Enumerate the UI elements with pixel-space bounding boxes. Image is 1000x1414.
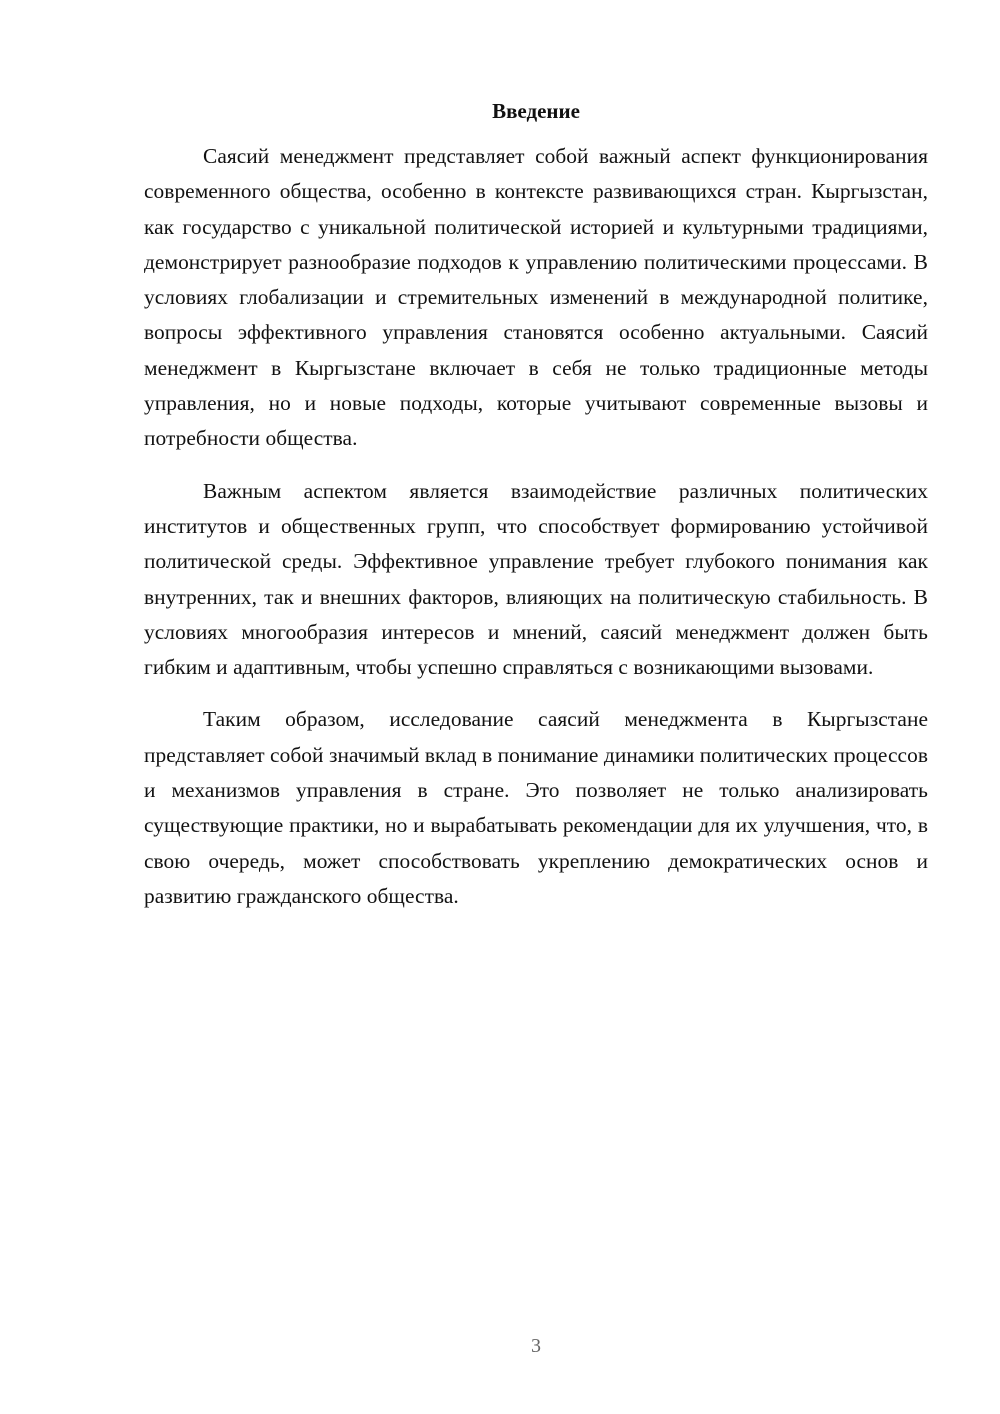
section-heading: Введение	[492, 99, 580, 123]
page-content	[144, 97, 928, 931]
paragraph-2: Важным аспектом является взаимодействие различных политических институтов и общественных групп, что способствует формированию устойчивой политической среды. Эффективное управление требует глубокого понимания как внутренних, так и внешних факторов, влияющих на политическую стабильность. В условиях многообразия интересов и мнений, саясий менеджмент должен быть гибким и адаптивным, чтобы успешно справляться с возникающими вызовами.	[144, 478, 928, 680]
paragraph-1: Саясий менеджмент представляет собой важный аспект функционирования современного общества, особенно в контексте развивающихся стран. Кыргызстан, как государство с уникальной политической историей и культурными традициями, демонстрирует разнообразие подходов к управлению политическими процессами. В условиях глобализации и стремительных изменений в международной политике, вопросы эффективного управления становятся особенно актуальными. Саясий менеджмент в Кыргызстане включает в себя не только традиционные методы управления, но и новые подходы, которые учитывают современные вызовы и потребности общества.	[144, 144, 928, 451]
paragraph-3: Таким образом, исследование саясий менеджмента в Кыргызстане представляет собой значимый вклад в понимание динамики политических процессов и механизмов управления в стране. Это позволяет не только анализировать существующие практики, но и вырабатывать рекомендации для их улучшения, что, в свою очередь, может способствовать укреплению демократических основ и развитию гражданского общества.	[144, 707, 928, 908]
page-number: 3	[531, 1335, 541, 1357]
